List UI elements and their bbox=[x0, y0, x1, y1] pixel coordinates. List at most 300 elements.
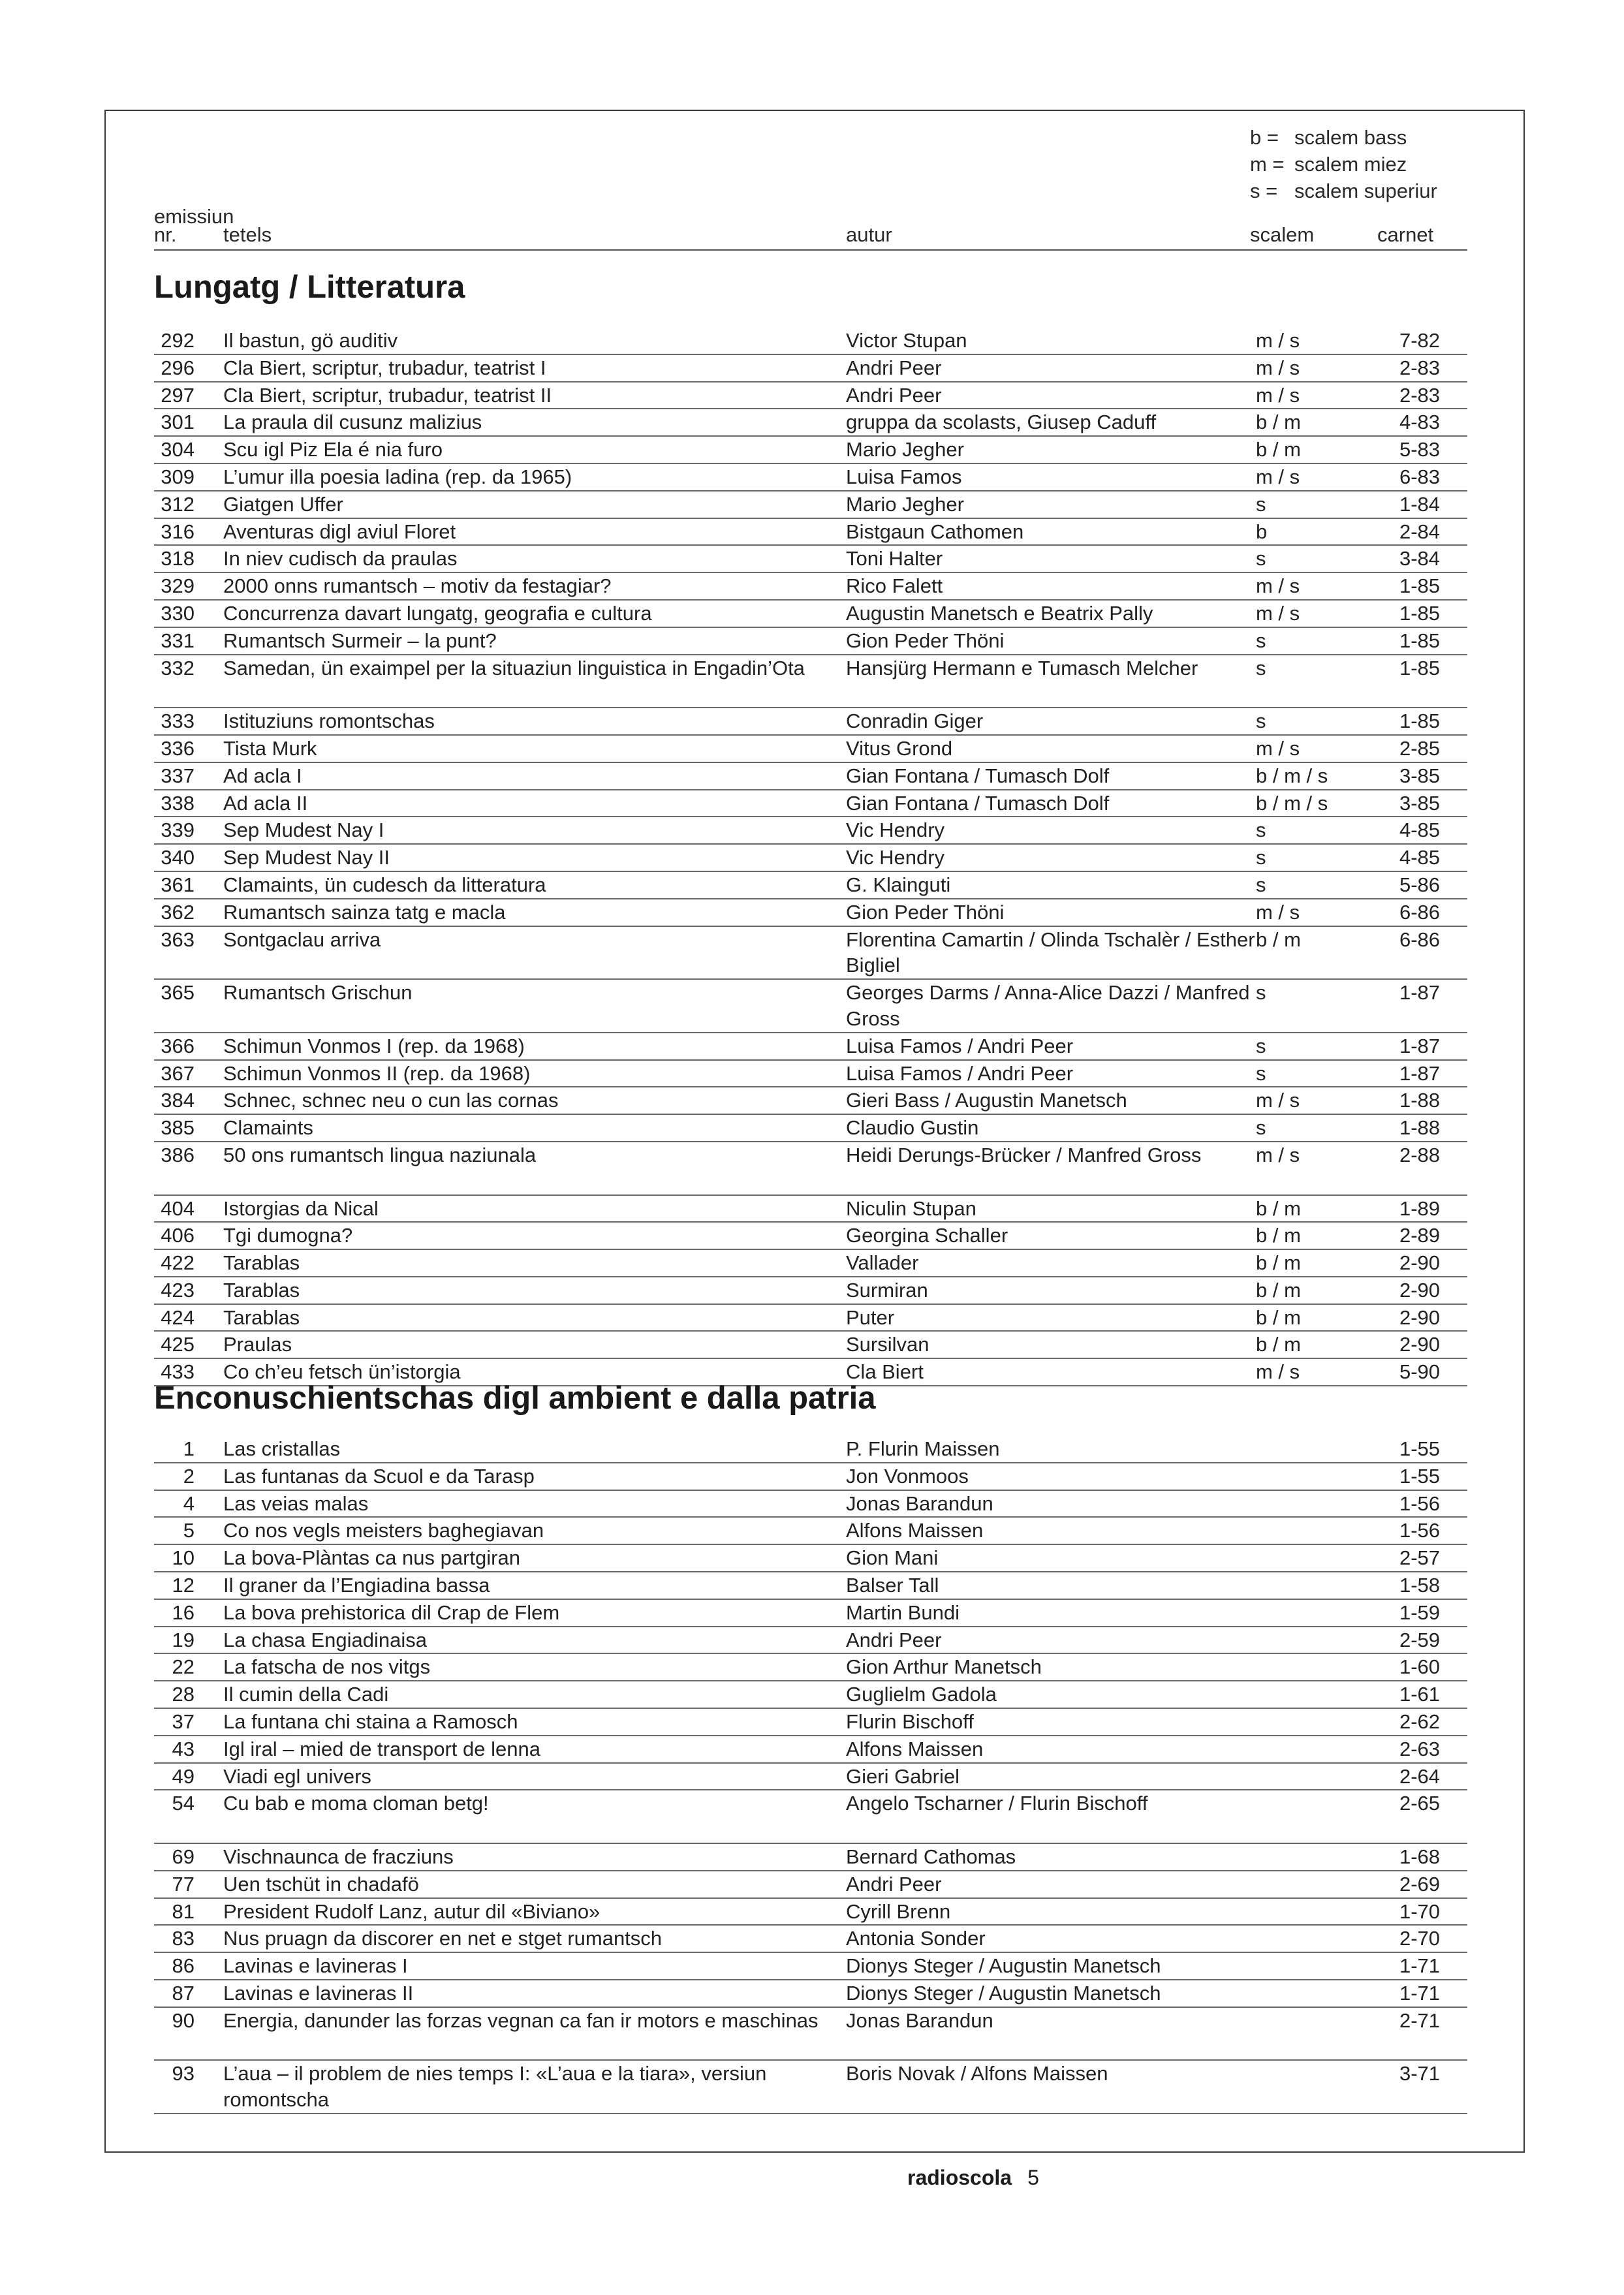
entry-number: 86 bbox=[172, 1954, 195, 1978]
entry-title: Giatgen Uffer bbox=[223, 492, 343, 516]
table-row bbox=[154, 845, 1467, 872]
entry-number: 363 bbox=[161, 928, 195, 951]
entry-author: Gian Fontana / Tumasch Dolf bbox=[846, 791, 1110, 815]
entry-carnet: 5-86 bbox=[1399, 873, 1440, 896]
table-row bbox=[154, 355, 1467, 382]
entry-carnet: 1-87 bbox=[1399, 1061, 1440, 1085]
col-header-emissiun: emissiun bbox=[154, 205, 234, 228]
table-row bbox=[154, 817, 1467, 845]
entry-carnet: 5-90 bbox=[1399, 1360, 1440, 1384]
entry-title: Istorgias da Nical bbox=[223, 1196, 379, 1220]
entry-author: Mario Jegher bbox=[846, 438, 964, 461]
table-row bbox=[154, 601, 1467, 628]
entry-carnet: 3-85 bbox=[1399, 791, 1440, 815]
entry-title: Co ch’eu fetsch ün’istorgia bbox=[223, 1360, 461, 1384]
entry-author: Jonas Barandun bbox=[846, 1491, 993, 1515]
entry-carnet: 1-85 bbox=[1399, 574, 1440, 598]
entry-number: 340 bbox=[161, 846, 195, 869]
entry-number: 309 bbox=[161, 465, 195, 488]
table-row bbox=[154, 708, 1467, 736]
entry-number: 367 bbox=[161, 1061, 195, 1085]
entry-author: Gian Fontana / Tumasch Dolf bbox=[846, 764, 1110, 787]
entry-carnet: 1-87 bbox=[1399, 981, 1440, 1005]
entry-author: P. Flurin Maissen bbox=[846, 1437, 1000, 1460]
entry-scale: s bbox=[1256, 629, 1266, 652]
entry-author: Martin Bundi bbox=[846, 1600, 960, 1624]
entry-author: Vallader bbox=[846, 1251, 919, 1275]
entry-author: Angelo Tscharner / Flurin Bischoff bbox=[846, 1792, 1148, 1815]
entry-title: Cla Biert, scriptur, trubadur, teatrist II bbox=[223, 383, 552, 407]
table-row bbox=[154, 1196, 1467, 1223]
table-row bbox=[154, 1250, 1467, 1277]
entry-author: Jon Vonmoos bbox=[846, 1464, 969, 1488]
entry-number: 28 bbox=[172, 1683, 195, 1706]
entry-carnet: 2-71 bbox=[1399, 2008, 1440, 2032]
entry-carnet: 1-84 bbox=[1399, 492, 1440, 516]
entry-carnet: 1-59 bbox=[1399, 1600, 1440, 1624]
entry-scale: s bbox=[1256, 981, 1266, 1005]
entry-author: Andri Peer bbox=[846, 383, 942, 407]
entry-carnet: 2-63 bbox=[1399, 1737, 1440, 1760]
table-row bbox=[154, 1790, 1467, 1844]
table-row bbox=[154, 1899, 1467, 1926]
entry-number: 433 bbox=[161, 1360, 195, 1384]
entry-title: In niev cudisch da praulas bbox=[223, 547, 458, 570]
entry-number: 87 bbox=[172, 1981, 195, 2005]
entry-author: Gion Peder Thöni bbox=[846, 900, 1005, 924]
table-row bbox=[154, 980, 1467, 1033]
entry-scale: s bbox=[1256, 656, 1266, 679]
entry-author: Hansjürg Hermann e Tumasch Melcher bbox=[846, 656, 1198, 679]
entry-author: Jonas Barandun bbox=[846, 2008, 993, 2032]
entry-title: Il graner da l’Engiadina bassa bbox=[223, 1573, 490, 1597]
entry-number: 54 bbox=[172, 1792, 195, 1815]
entry-carnet: 1-85 bbox=[1399, 656, 1440, 679]
entry-number: 404 bbox=[161, 1196, 195, 1220]
entry-title: Schnec, schnec neu o cun las cornas bbox=[223, 1089, 559, 1112]
entry-scale: m / s bbox=[1256, 329, 1300, 352]
table-row bbox=[154, 1223, 1467, 1250]
entry-scale: m / s bbox=[1256, 356, 1300, 379]
entry-carnet: 2-59 bbox=[1399, 1628, 1440, 1651]
entry-author: Vic Hendry bbox=[846, 819, 945, 842]
entry-number: 333 bbox=[161, 710, 195, 733]
entry-number: 366 bbox=[161, 1034, 195, 1057]
entry-author: Rico Falett bbox=[846, 574, 943, 598]
entry-scale: s bbox=[1256, 819, 1266, 842]
table-row bbox=[154, 1277, 1467, 1305]
entry-author: Conradin Giger bbox=[846, 710, 984, 733]
section-title-litteratura: Lungatg / Litteratura bbox=[154, 270, 465, 305]
entry-carnet: 1-56 bbox=[1399, 1519, 1440, 1542]
entry-title: Tgi dumogna? bbox=[223, 1224, 353, 1247]
entry-number: 69 bbox=[172, 1845, 195, 1868]
entry-scale: b / m bbox=[1256, 411, 1301, 434]
entry-carnet: 2-69 bbox=[1399, 1872, 1440, 1896]
entry-number: 297 bbox=[161, 383, 195, 407]
entry-number: 43 bbox=[172, 1737, 195, 1760]
entry-title: La bova-Plàntas ca nus partgiran bbox=[223, 1546, 520, 1570]
entry-number: 301 bbox=[161, 411, 195, 434]
page-footer bbox=[907, 2166, 1039, 2190]
legend-row: s = scalem superiur bbox=[1250, 180, 1437, 202]
entry-number: 83 bbox=[172, 1927, 195, 1950]
entry-carnet: 1-58 bbox=[1399, 1573, 1440, 1597]
section-title-ambient-patria: Enconuschientschas digl ambient e dalla patria bbox=[154, 1381, 876, 1416]
entry-number: 296 bbox=[161, 356, 195, 379]
entry-carnet: 1-60 bbox=[1399, 1655, 1440, 1679]
entry-number: 423 bbox=[161, 1278, 195, 1302]
entry-author: Claudio Gustin bbox=[846, 1116, 979, 1140]
entry-number: 292 bbox=[161, 329, 195, 352]
table-row bbox=[154, 1926, 1467, 1953]
entry-author: Dionys Steger / Augustin Manetsch bbox=[846, 1954, 1161, 1978]
entry-title: Lavinas e lavineras II bbox=[223, 1981, 414, 2005]
entry-title: La funtana chi staina a Ramosch bbox=[223, 1710, 518, 1733]
entry-scale: m / s bbox=[1256, 900, 1300, 924]
entry-title: Il cumin della Cadi bbox=[223, 1683, 389, 1706]
table-row bbox=[154, 2061, 1467, 2114]
entry-title: La chasa Engiadinaisa bbox=[223, 1628, 427, 1651]
entry-author: Vic Hendry bbox=[846, 846, 945, 869]
entry-author: Gion Mani bbox=[846, 1546, 939, 1570]
entry-title: Tarablas bbox=[223, 1278, 300, 1302]
entry-author: Luisa Famos / Andri Peer bbox=[846, 1061, 1074, 1085]
entry-title: Clamaints bbox=[223, 1116, 313, 1140]
col-header-tetels: tetels bbox=[223, 223, 272, 246]
col-header-carnet: carnet bbox=[1377, 223, 1434, 246]
entry-number: 2 bbox=[183, 1464, 195, 1488]
table-row bbox=[154, 382, 1467, 410]
entry-author: Gion Arthur Manetsch bbox=[846, 1655, 1042, 1679]
entry-number: 330 bbox=[161, 601, 195, 625]
entry-author: Florentina Camartin / Olinda Tschalèr / Esther Bigliel bbox=[846, 928, 1255, 977]
entry-carnet: 1-88 bbox=[1399, 1116, 1440, 1140]
page-number: 5 bbox=[1027, 2166, 1039, 2189]
entry-scale: m / s bbox=[1256, 383, 1300, 407]
entry-title: Tarablas bbox=[223, 1305, 300, 1329]
entry-scale: b / m bbox=[1256, 928, 1301, 951]
entry-author: Surmiran bbox=[846, 1278, 928, 1302]
entry-author: Cla Biert bbox=[846, 1360, 924, 1384]
entry-title: President Rudolf Lanz, autur dil «Biviano» bbox=[223, 1899, 601, 1923]
entry-scale: m / s bbox=[1256, 574, 1300, 598]
entry-number: 316 bbox=[161, 520, 195, 543]
entry-author: Augustin Manetsch e Beatrix Pally bbox=[846, 601, 1153, 625]
entry-carnet: 2-88 bbox=[1399, 1143, 1440, 1166]
entry-scale: b / m / s bbox=[1256, 791, 1328, 815]
entry-scale: s bbox=[1256, 873, 1266, 896]
entry-title: Tarablas bbox=[223, 1251, 300, 1275]
entry-title: Ad acla I bbox=[223, 764, 302, 787]
entry-carnet: 1-61 bbox=[1399, 1683, 1440, 1706]
entry-carnet: 2-83 bbox=[1399, 383, 1440, 407]
entry-number: 77 bbox=[172, 1872, 195, 1896]
entry-author: Andri Peer bbox=[846, 1628, 942, 1651]
entry-author: Toni Halter bbox=[846, 547, 943, 570]
entry-author: Vitus Grond bbox=[846, 736, 953, 760]
entry-author: Gion Peder Thöni bbox=[846, 629, 1005, 652]
entry-carnet: 1-56 bbox=[1399, 1491, 1440, 1515]
entry-author: Guglielm Gadola bbox=[846, 1683, 997, 1706]
entry-scale: s bbox=[1256, 846, 1266, 869]
table-row bbox=[154, 1764, 1467, 1791]
entry-author: Bernard Cathomas bbox=[846, 1845, 1016, 1868]
entry-carnet: 7-82 bbox=[1399, 329, 1440, 352]
entry-author: Boris Novak / Alfons Maissen bbox=[846, 2062, 1108, 2085]
table-row bbox=[154, 1600, 1467, 1627]
table-row bbox=[154, 1463, 1467, 1491]
entry-number: 339 bbox=[161, 819, 195, 842]
entry-number: 16 bbox=[172, 1600, 195, 1624]
entry-scale: m / s bbox=[1256, 736, 1300, 760]
col-header-nr: nr. bbox=[154, 223, 177, 246]
entry-title: Clamaints, ün cudesch da litteratura bbox=[223, 873, 546, 896]
entry-scale: b / m / s bbox=[1256, 764, 1328, 787]
entry-title: Praulas bbox=[223, 1333, 292, 1356]
legend-row: b = scalem bass bbox=[1250, 126, 1407, 149]
table-row bbox=[154, 1332, 1467, 1359]
entry-title: Scu igl Piz Ela é nia furo bbox=[223, 438, 443, 461]
entry-title: Viadi egl univers bbox=[223, 1764, 371, 1788]
entry-number: 406 bbox=[161, 1224, 195, 1247]
entry-author: Heidi Derungs-Brücker / Manfred Gross bbox=[846, 1143, 1202, 1166]
entry-number: 385 bbox=[161, 1116, 195, 1140]
entry-carnet: 1-87 bbox=[1399, 1034, 1440, 1057]
table-row bbox=[154, 1518, 1467, 1545]
table-row bbox=[154, 1115, 1467, 1142]
entry-author: Andri Peer bbox=[846, 1872, 942, 1896]
entry-number: 422 bbox=[161, 1251, 195, 1275]
entry-carnet: 1-55 bbox=[1399, 1437, 1440, 1460]
entry-carnet: 1-89 bbox=[1399, 1196, 1440, 1220]
entry-carnet: 2-84 bbox=[1399, 520, 1440, 543]
entry-number: 37 bbox=[172, 1710, 195, 1733]
entry-title: Lavinas e lavineras I bbox=[223, 1954, 408, 1978]
entry-scale: s bbox=[1256, 1061, 1266, 1085]
entry-author: Balser Tall bbox=[846, 1573, 939, 1597]
table-row bbox=[154, 872, 1467, 899]
entry-scale: m / s bbox=[1256, 1089, 1300, 1112]
scale-legend bbox=[1250, 124, 1524, 204]
table-row bbox=[154, 1654, 1467, 1681]
entry-title: Rumantsch Grischun bbox=[223, 981, 413, 1005]
table-row bbox=[154, 1061, 1467, 1088]
table-row bbox=[154, 655, 1467, 709]
table-row bbox=[154, 736, 1467, 763]
entry-carnet: 2-70 bbox=[1399, 1927, 1440, 1950]
table-row bbox=[154, 1087, 1467, 1115]
entry-author: Cyrill Brenn bbox=[846, 1899, 951, 1923]
entry-title: Cla Biert, scriptur, trubadur, teatrist I bbox=[223, 356, 546, 379]
entry-number: 425 bbox=[161, 1333, 195, 1356]
table-row bbox=[154, 1033, 1467, 1061]
entry-title: Vischnaunca de fracziuns bbox=[223, 1845, 454, 1868]
entry-title: Concurrenza davart lungatg, geografia e cultura bbox=[223, 601, 652, 625]
entry-carnet: 6-83 bbox=[1399, 465, 1440, 488]
table-ambient-patria bbox=[154, 1436, 1467, 2114]
entry-scale: s bbox=[1256, 710, 1266, 733]
col-header-scalem: scalem bbox=[1250, 223, 1315, 246]
entry-title: L’aua – il problem de nies temps I: «L’aua e la tiara», versiun romontscha bbox=[223, 2062, 767, 2112]
entry-title: 50 ons rumantsch lingua naziunala bbox=[223, 1143, 537, 1166]
entry-carnet: 1-85 bbox=[1399, 629, 1440, 652]
entry-scale: s bbox=[1256, 1034, 1266, 1057]
entry-title: Schimun Vonmos I (rep. da 1968) bbox=[223, 1034, 525, 1057]
entry-carnet: 2-90 bbox=[1399, 1278, 1440, 1302]
entry-author: Luisa Famos / Andri Peer bbox=[846, 1034, 1074, 1057]
entry-number: 90 bbox=[172, 2008, 195, 2032]
entry-carnet: 2-89 bbox=[1399, 1224, 1440, 1247]
entry-carnet: 2-62 bbox=[1399, 1710, 1440, 1733]
entry-scale: s bbox=[1256, 547, 1266, 570]
entry-scale: b / m bbox=[1256, 1278, 1301, 1302]
entry-carnet: 1-70 bbox=[1399, 1899, 1440, 1923]
entry-number: 81 bbox=[172, 1899, 195, 1923]
entry-author: Alfons Maissen bbox=[846, 1737, 984, 1760]
entry-title: Ad acla II bbox=[223, 791, 308, 815]
entry-number: 5 bbox=[183, 1519, 195, 1542]
entry-number: 337 bbox=[161, 764, 195, 787]
entry-author: Gieri Gabriel bbox=[846, 1764, 960, 1788]
entry-number: 365 bbox=[161, 981, 195, 1005]
entry-scale: m / s bbox=[1256, 465, 1300, 488]
entry-number: 336 bbox=[161, 736, 195, 760]
entry-author: Antonia Sonder bbox=[846, 1927, 986, 1950]
table-row bbox=[154, 1980, 1467, 2008]
entry-title: Uen tschüt in chadafö bbox=[223, 1872, 419, 1896]
entry-carnet: 4-85 bbox=[1399, 846, 1440, 869]
table-row bbox=[154, 1844, 1467, 1871]
entry-scale: m / s bbox=[1256, 1360, 1300, 1384]
entry-author: Victor Stupan bbox=[846, 329, 967, 352]
entry-carnet: 6-86 bbox=[1399, 900, 1440, 924]
entry-scale: m / s bbox=[1256, 601, 1300, 625]
entry-carnet: 1-55 bbox=[1399, 1464, 1440, 1488]
entry-number: 332 bbox=[161, 656, 195, 679]
entry-number: 93 bbox=[172, 2062, 195, 2085]
entry-carnet: 1-71 bbox=[1399, 1981, 1440, 2005]
entry-author: gruppa da scolasts, Giusep Caduff bbox=[846, 411, 1157, 434]
entry-title: Sep Mudest Nay I bbox=[223, 819, 384, 842]
entry-author: Bistgaun Cathomen bbox=[846, 520, 1024, 543]
entry-author: Georges Darms / Anna-Alice Dazzi / Manfred Gross bbox=[846, 981, 1250, 1030]
entry-carnet: 4-83 bbox=[1399, 411, 1440, 434]
entry-scale: b bbox=[1256, 520, 1268, 543]
entry-number: 384 bbox=[161, 1089, 195, 1112]
entry-title: Istituziuns romontschas bbox=[223, 710, 435, 733]
entry-author: Georgina Schaller bbox=[846, 1224, 1008, 1247]
entry-carnet: 3-85 bbox=[1399, 764, 1440, 787]
table-row bbox=[154, 573, 1467, 601]
entry-author: Puter bbox=[846, 1305, 895, 1329]
entry-title: Las cristallas bbox=[223, 1437, 341, 1460]
entry-author: Sursilvan bbox=[846, 1333, 929, 1356]
entry-title: Tista Murk bbox=[223, 736, 317, 760]
table-row bbox=[154, 464, 1467, 492]
entry-title: Rumantsch Surmeir – la punt? bbox=[223, 629, 497, 652]
entry-carnet: 2-90 bbox=[1399, 1251, 1440, 1275]
entry-number: 386 bbox=[161, 1143, 195, 1166]
legend-row: m = scalem miez bbox=[1250, 153, 1407, 176]
entry-carnet: 2-85 bbox=[1399, 736, 1440, 760]
table-row bbox=[154, 1627, 1467, 1655]
entry-number: 304 bbox=[161, 438, 195, 461]
table-row bbox=[154, 546, 1467, 573]
table-row bbox=[154, 409, 1467, 437]
entry-number: 1 bbox=[183, 1437, 195, 1460]
entry-carnet: 2-90 bbox=[1399, 1305, 1440, 1329]
entry-carnet: 3-71 bbox=[1399, 2062, 1440, 2085]
table-row bbox=[154, 1142, 1467, 1196]
entry-author: Alfons Maissen bbox=[846, 1519, 984, 1542]
entry-carnet: 4-85 bbox=[1399, 819, 1440, 842]
entry-title: Igl iral – mied de transport de lenna bbox=[223, 1737, 540, 1760]
entry-number: 362 bbox=[161, 900, 195, 924]
entry-title: La bova prehistorica dil Crap de Flem bbox=[223, 1600, 560, 1624]
table-row bbox=[154, 1736, 1467, 1764]
entry-author: Gieri Bass / Augustin Manetsch bbox=[846, 1089, 1127, 1112]
entry-scale: b / m bbox=[1256, 1251, 1301, 1275]
table-row bbox=[154, 1681, 1467, 1709]
entry-carnet: 1-88 bbox=[1399, 1089, 1440, 1112]
entry-title: Las funtanas da Scuol e da Tarasp bbox=[223, 1464, 535, 1488]
entry-title: Nus pruagn da discorer en net e stget rumantsch bbox=[223, 1927, 663, 1950]
entry-title: Energia, danunder las forzas vegnan ca fan ir motors e maschinas bbox=[223, 2008, 819, 2032]
entry-number: 10 bbox=[172, 1546, 195, 1570]
entry-author: G. Klainguti bbox=[846, 873, 951, 896]
entry-number: 12 bbox=[172, 1573, 195, 1597]
entry-number: 312 bbox=[161, 492, 195, 516]
entry-author: Flurin Bischoff bbox=[846, 1710, 974, 1733]
entry-title: La fatscha de nos vitgs bbox=[223, 1655, 431, 1679]
entry-carnet: 2-57 bbox=[1399, 1546, 1440, 1570]
entry-title: Co nos vegls meisters baghegiavan bbox=[223, 1519, 544, 1542]
entry-author: Dionys Steger / Augustin Manetsch bbox=[846, 1981, 1161, 2005]
entry-carnet: 1-85 bbox=[1399, 710, 1440, 733]
entry-scale: b / m bbox=[1256, 1224, 1301, 1247]
entry-number: 338 bbox=[161, 791, 195, 815]
entry-carnet: 1-68 bbox=[1399, 1845, 1440, 1868]
entry-number: 22 bbox=[172, 1655, 195, 1679]
entry-scale: b / m bbox=[1256, 1333, 1301, 1356]
entry-title: L’umur illa poesia ladina (rep. da 1965) bbox=[223, 465, 572, 488]
col-header-autur: autur bbox=[846, 223, 892, 246]
entry-carnet: 6-86 bbox=[1399, 928, 1440, 951]
entry-scale: s bbox=[1256, 1116, 1266, 1140]
entry-author: Niculin Stupan bbox=[846, 1196, 976, 1220]
entry-carnet: 3-84 bbox=[1399, 547, 1440, 570]
table-row bbox=[154, 1436, 1467, 1463]
entry-scale: b / m bbox=[1256, 1305, 1301, 1329]
entry-carnet: 5-83 bbox=[1399, 438, 1440, 461]
table-row bbox=[154, 1572, 1467, 1600]
entry-title: Schimun Vonmos II (rep. da 1968) bbox=[223, 1061, 531, 1085]
entry-title: Sep Mudest Nay II bbox=[223, 846, 390, 869]
entry-carnet: 2-64 bbox=[1399, 1764, 1440, 1788]
table-row bbox=[154, 1491, 1467, 1518]
entry-author: Mario Jegher bbox=[846, 492, 964, 516]
entry-carnet: 1-85 bbox=[1399, 601, 1440, 625]
table-row bbox=[154, 1305, 1467, 1332]
entry-title: Las veias malas bbox=[223, 1491, 369, 1515]
table-row bbox=[154, 519, 1467, 546]
entry-author: Andri Peer bbox=[846, 356, 942, 379]
table-row bbox=[154, 927, 1467, 980]
table-row bbox=[154, 1871, 1467, 1899]
table-row bbox=[154, 628, 1467, 655]
table-litteratura bbox=[154, 328, 1467, 1386]
